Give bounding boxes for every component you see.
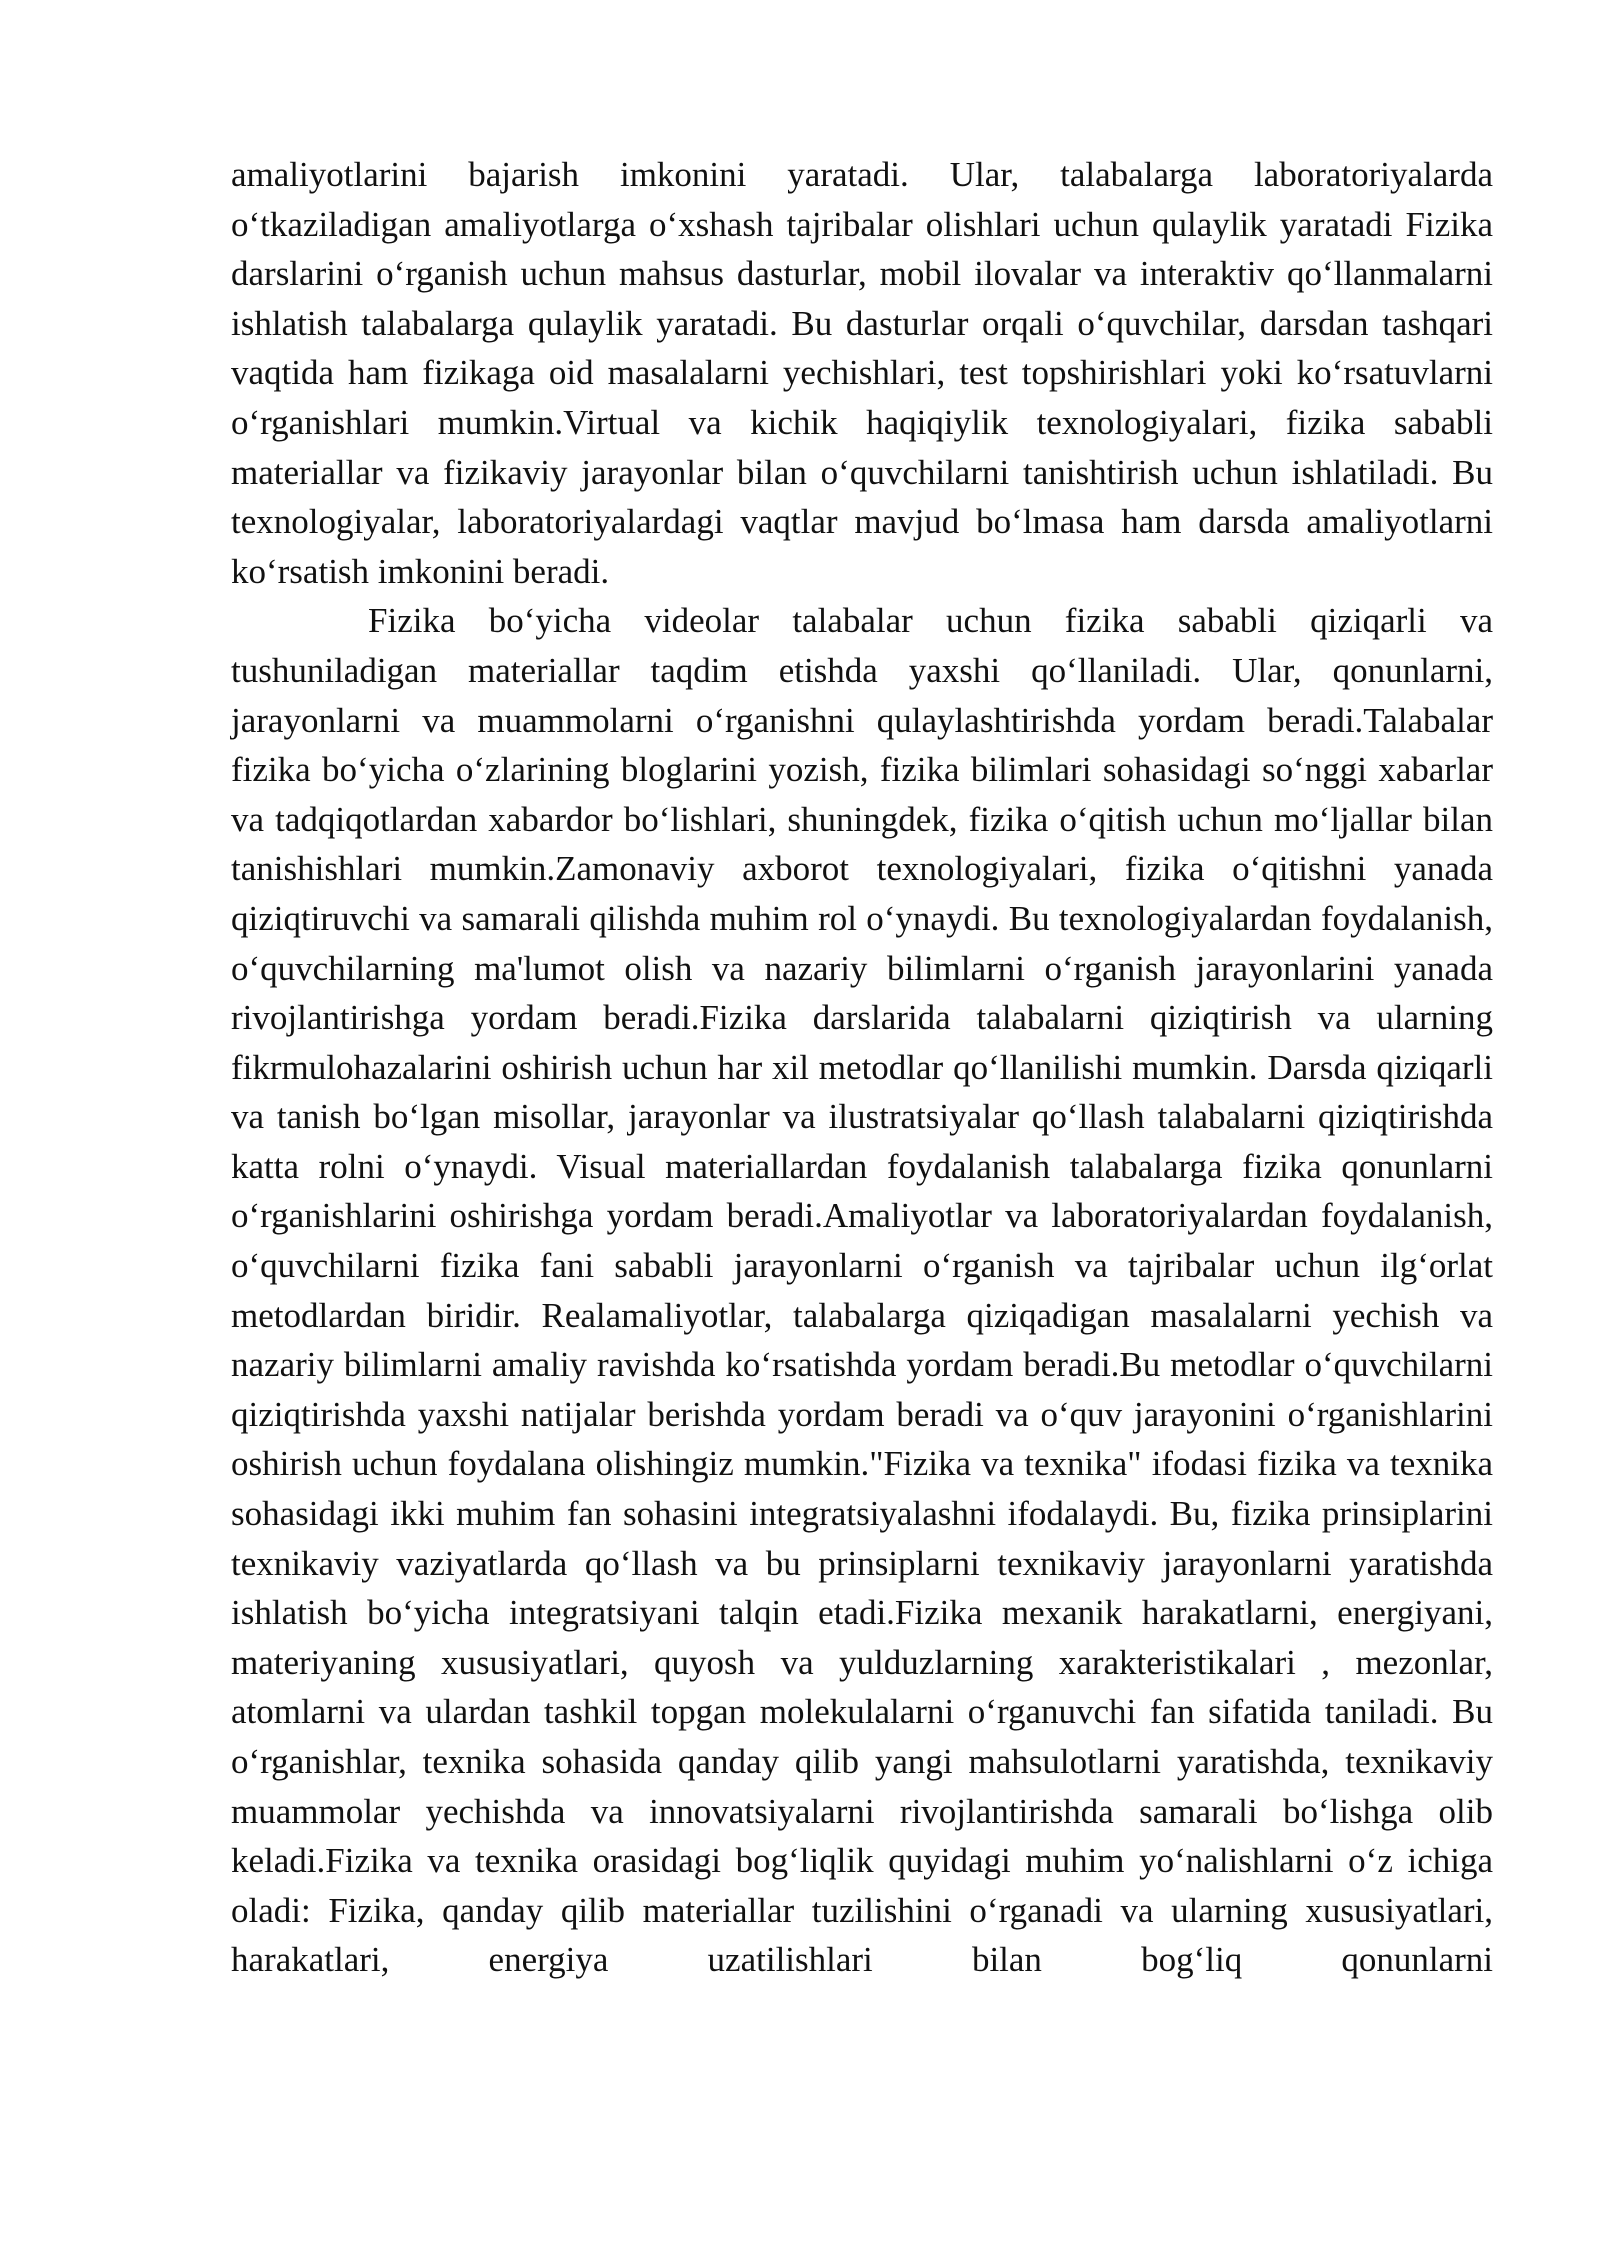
body-text bbox=[231, 150, 1493, 1985]
paragraph-2: Fizika bo‘yicha videolar talabalar uchun fizika sababli qiziqarli va tushuniladigan materiallar taqdim etishda yaxshi qo‘llaniladi. Ular, qonunlarni, jarayonlarni va muammolarni o‘rganishni qulaylashtirishda yordam beradi.Talabalar fizika bo‘yicha o‘zlarining bloglarini yozish, fizika bilimlari sohasidagi so‘nggi xabarlar va tadqiqotlardan xabardor bo‘lishlari, shuningdek, fizika o‘qitish uchun mo‘ljallar bilan tanishishlari mumkin.Zamonaviy axborot texnologiyalari, fizika o‘qitishni yanada qiziqtiruvchi va samarali qilishda muhim rol o‘ynaydi. Bu texnologiyalardan foydalanish, o‘quvchilarning ma'lumot olish va nazariy bilimlarni o‘rganish jarayonlarini yanada rivojlantirishga yordam beradi.Fizika darslarida talabalarni qiziqtirish va ularning fikrmulohazalarini oshirish uchun har xil metodlar qo‘llanilishi mumkin. Darsda qiziqarli va tanish bo‘lgan misollar, jarayonlar va ilustratsiyalar qo‘llash talabalarni qiziqtirishda katta rolni o‘ynaydi. Visual materiallardan foydalanish talabalarga fizika qonunlarni o‘rganishlarini oshirishga yordam beradi.Amaliyotlar va laboratoriyalardan foydalanish, o‘quvchilarni fizika fani sababli jarayonlarni o‘rganish va tajribalar uchun ilg‘orlat metodlardan biridir. Realamaliyotlar, talabalarga qiziqadigan masalalarni yechish va nazariy bilimlarni amaliy ravishda ko‘rsatishda yordam beradi.Bu metodlar o‘quvchilarni qiziqtirishda yaxshi natijalar berishda yordam beradi va o‘quv jarayonini o‘rganishlarini oshirish uchun foydalana olishingiz mumkin."Fizika va texnika" ifodasi fizika va texnika sohasidagi ikki muhim fan sohasini integratsiyalashni ifodalaydi. Bu, fizika prinsiplarini texnikaviy vaziyatlarda qo‘llash va bu prinsiplarni texnikaviy jarayonlarni yaratishda ishlatish bo‘yicha integratsiyani talqin etadi.Fizika mexanik harakatlarni, energiyani, materiyaning xususiyatlari, quyosh va yulduzlarning xarakteristikalari , mezonlar, atomlarni va ulardan tashkil topgan molekulalarni o‘rganuvchi fan sifatida taniladi. Bu o‘rganishlar, texnika sohasida qanday qilib yangi mahsulotlarni yaratishda, texnikaviy muammolar yechishda va innovatsiyalarni rivojlantirishda samarali bo‘lishga olib keladi.Fizika va texnika orasidagi bog‘liqlik quyidagi muhim yo‘nalishlarni o‘z ichiga oladi: Fizika, qanday qilib materiallar tuzilishini o‘rganadi va ularning xususiyatlari, harakatlari, energiya uzatilishlari bilan bog‘liq qonunlarni bbox=[231, 601, 1493, 1980]
paragraph-1: amaliyotlarini bajarish imkonini yaratadi. Ular, talabalarga laboratoriyalarda o‘tkaziladigan amaliyotlarga o‘xshash tajribalar olishlari uchun qulaylik yaratadi Fizika darslarini o‘rganish uchun mahsus dasturlar, mobil ilovalar va interaktiv qo‘llanmalarni ishlatish talabalarga qulaylik yaratadi. Bu dasturlar orqali o‘quvchilar, darsdan tashqari vaqtida ham fizikaga oid masalalarni yechishlari, test topshirishlari yoki ko‘rsatuvlarni o‘rganishlari mumkin.Virtual va kichik haqiqiylik texnologiyalari, fizika sababli materiallar va fizikaviy jarayonlar bilan o‘quvchilarni tanishtirish uchun ishlatiladi. Bu texnologiyalar, laboratoriyalardagi vaqtlar mavjud bo‘lmasa ham darsda amaliyotlarni ko‘rsatish imkonini beradi. bbox=[231, 155, 1493, 591]
